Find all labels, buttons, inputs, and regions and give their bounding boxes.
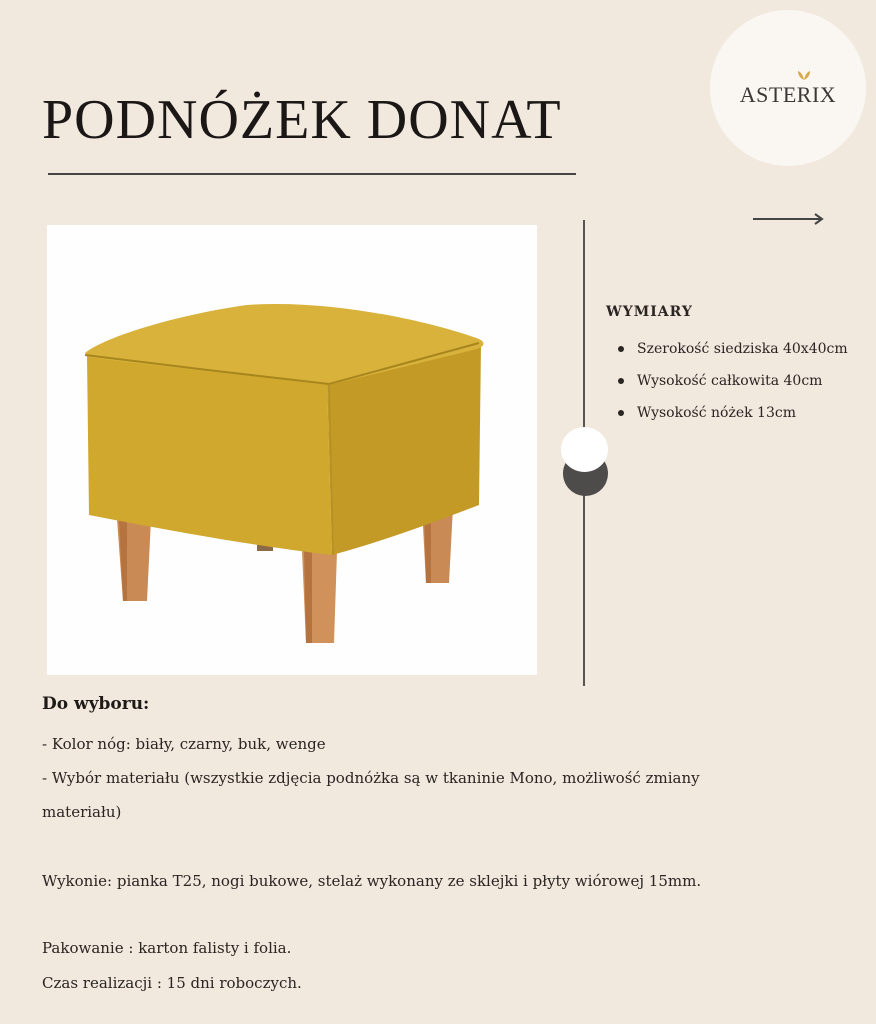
bullet-icon [618,378,624,384]
dimensions-list [618,333,848,429]
bullet-icon [618,346,624,352]
construction-text: Wykonie: pianka T25, nogi bukowe, stelaż wykonany ze sklejki i płyty wiórowej 15mm. [42,872,702,890]
footstool-illustration [47,225,537,675]
title-divider [48,173,576,175]
material-text-line1: - Wybór materiału (wszystkie zdjęcia podnóżka są w tkaninie Mono, możliwość zmiany [42,769,700,787]
lead-time-text: Czas realizacji : 15 dni roboczych. [42,974,302,992]
brand-logo-text: ASTERIX [739,82,837,107]
page-title: PODNÓŻEK DONAT [42,89,562,151]
bullet-icon [618,410,624,416]
dimension-text: Szerokość siedziska 40x40cm [637,341,848,357]
dimensions-heading: WYMIARY [606,304,693,320]
options-heading: Do wyboru: [42,694,150,714]
leaf-icon [797,70,811,80]
material-text-line2: materiału) [42,803,122,821]
dimension-item [618,365,848,397]
arrow-right-icon [753,211,825,227]
dimension-text: Wysokość całkowita 40cm [637,373,823,389]
product-photo [47,225,537,675]
leg-colors-text: - Kolor nóg: biały, czarny, buk, wenge [42,735,326,753]
decorative-dot-light [561,427,608,472]
dimension-item [618,397,848,429]
packaging-text: Pakowanie : karton falisty i folia. [42,939,292,957]
dimension-item [618,333,848,365]
dimension-text: Wysokość nóżek 13cm [637,405,796,421]
